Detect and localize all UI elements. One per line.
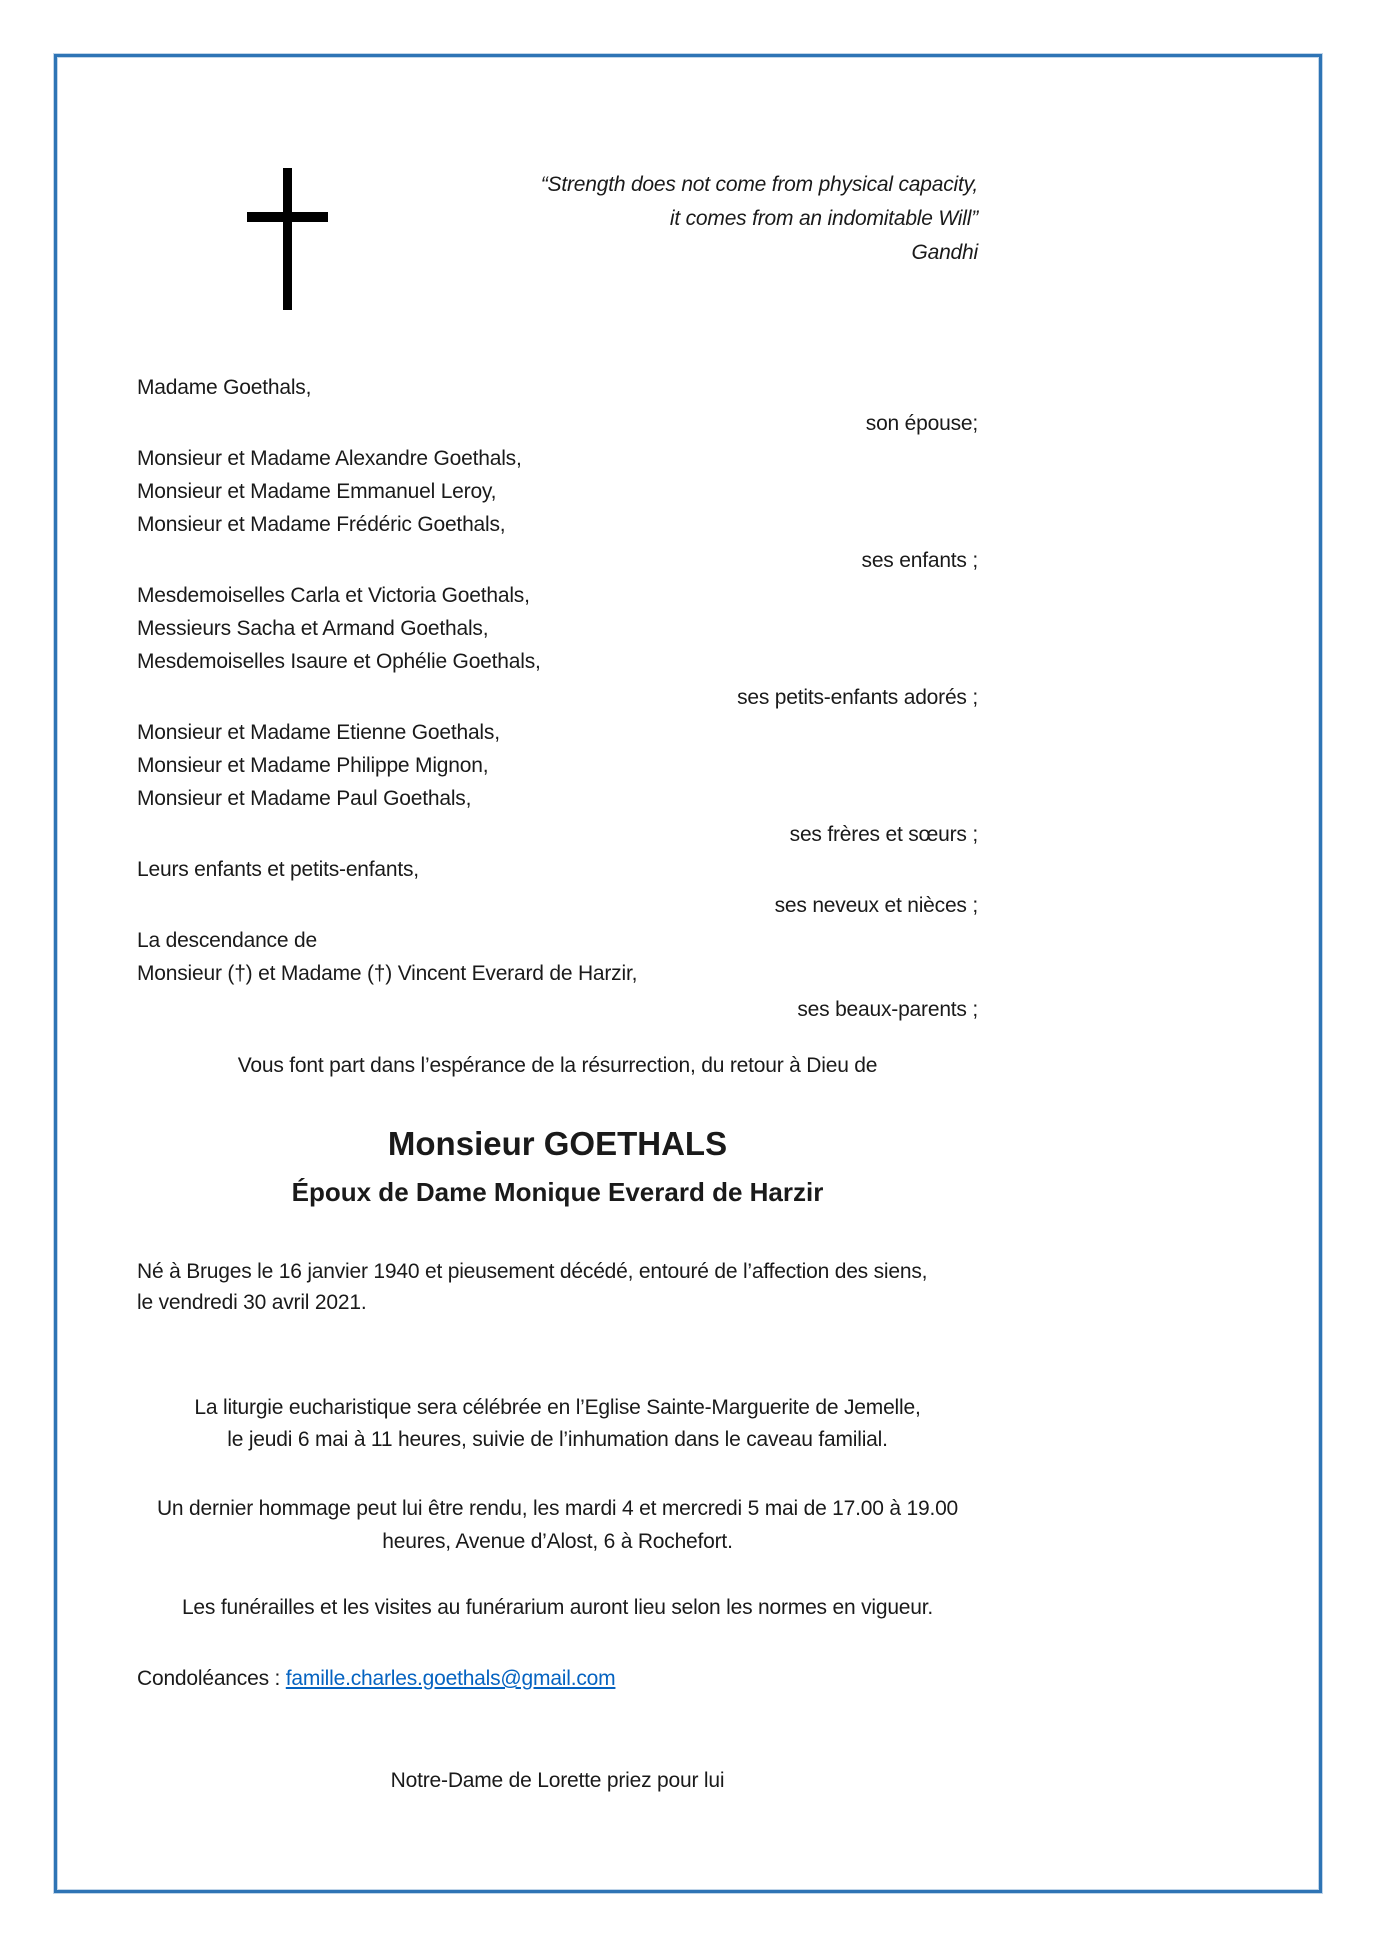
family-member-line: Leurs enfants et petits-enfants, bbox=[137, 858, 419, 881]
deceased-subtitle: Époux de Dame Monique Everard de Harzir bbox=[291, 1177, 824, 1207]
announcement-line: Vous font part dans l’espérance de la résurrection, du retour à Dieu de bbox=[237, 1054, 878, 1077]
family-role-label: ses enfants ; bbox=[861, 549, 978, 572]
family-member-line: Messieurs Sacha et Armand Goethals, bbox=[137, 617, 489, 640]
deceased-block bbox=[137, 1123, 978, 1211]
announcement-block bbox=[137, 1049, 978, 1082]
quote-attribution: Gandhi bbox=[911, 241, 978, 264]
tribute-line-1: Un dernier hommage peut lui être rendu, les mardi 4 et mercredi 5 mai de 17.00 à 19.00 bbox=[156, 1497, 959, 1520]
family-member-line: Madame Goethals, bbox=[137, 376, 312, 399]
birth-death-block bbox=[137, 1256, 978, 1318]
family-member-line: Monsieur et Madame Etienne Goethals, bbox=[137, 721, 500, 744]
family-group-children bbox=[137, 442, 978, 577]
family-member-line: Mesdemoiselles Isaure et Ophélie Goethals, bbox=[137, 650, 541, 673]
family-member-line: Monsieur et Madame Paul Goethals, bbox=[137, 787, 472, 810]
family-group-grandchildren bbox=[137, 579, 978, 714]
condolences-label: Condoléances : bbox=[137, 1667, 286, 1690]
family-role-label: son épouse; bbox=[865, 412, 978, 435]
family-role-label: ses neveux et nièces ; bbox=[774, 894, 978, 917]
condolences-email-link[interactable]: famille.charles.goethals@gmail.com bbox=[285, 1667, 616, 1690]
quote-line-1: “Strength does not come from physical capacity, bbox=[540, 173, 978, 196]
condolences-block bbox=[137, 1662, 978, 1695]
deceased-name-title: Monsieur GOETHALS bbox=[387, 1125, 728, 1162]
liturgy-line-1: La liturgie eucharistique sera célébrée en l’Eglise Sainte-Marguerite de Jemelle, bbox=[194, 1396, 921, 1419]
family-role-label: ses beaux-parents ; bbox=[797, 998, 978, 1021]
family-group-inlaws bbox=[137, 924, 978, 1026]
family-group-nephews bbox=[137, 853, 978, 922]
liturgy-line-2: le jeudi 6 mai à 11 heures, suivie de l’inhumation dans le caveau familial. bbox=[227, 1428, 888, 1451]
family-role-label: ses frères et sœurs ; bbox=[789, 823, 978, 846]
family-member-line: La descendance de bbox=[137, 929, 317, 952]
birth-death-line-1: Né à Bruges le 16 janvier 1940 et pieusement décédé, entouré de l’affection des siens, bbox=[137, 1260, 928, 1283]
family-member-line: Monsieur et Madame Emmanuel Leroy, bbox=[137, 480, 497, 503]
prayer-block bbox=[137, 1764, 978, 1797]
funeral-note-line: Les funérailles et les visites au funérarium auront lieu selon les normes en vigueur. bbox=[181, 1596, 934, 1619]
family-member-line: Mesdemoiselles Carla et Victoria Goethals, bbox=[137, 584, 530, 607]
family-member-line: Monsieur et Madame Alexandre Goethals, bbox=[137, 447, 522, 470]
family-group-siblings bbox=[137, 716, 978, 851]
family-role-label: ses petits-enfants adorés ; bbox=[737, 686, 978, 709]
quote-line-2: it comes from an indomitable Will” bbox=[669, 207, 978, 230]
family-member-line: Monsieur et Madame Frédéric Goethals, bbox=[137, 513, 506, 536]
prayer-line: Notre-Dame de Lorette priez pour lui bbox=[390, 1769, 725, 1792]
funeral-note bbox=[137, 1591, 978, 1624]
quote-block bbox=[137, 168, 978, 270]
birth-death-line-2: le vendredi 30 avril 2021. bbox=[137, 1291, 367, 1314]
family-member-line: Monsieur (†) et Madame (†) Vincent Everard de Harzir, bbox=[137, 962, 638, 985]
family-member-line: Monsieur et Madame Philippe Mignon, bbox=[137, 754, 489, 777]
family-group-spouse bbox=[137, 371, 978, 440]
tribute-paragraph bbox=[137, 1492, 978, 1558]
liturgy-paragraph bbox=[137, 1392, 978, 1456]
family-list bbox=[137, 371, 978, 1028]
tribute-line-2: heures, Avenue d’Alost, 6 à Rochefort. bbox=[382, 1530, 733, 1553]
